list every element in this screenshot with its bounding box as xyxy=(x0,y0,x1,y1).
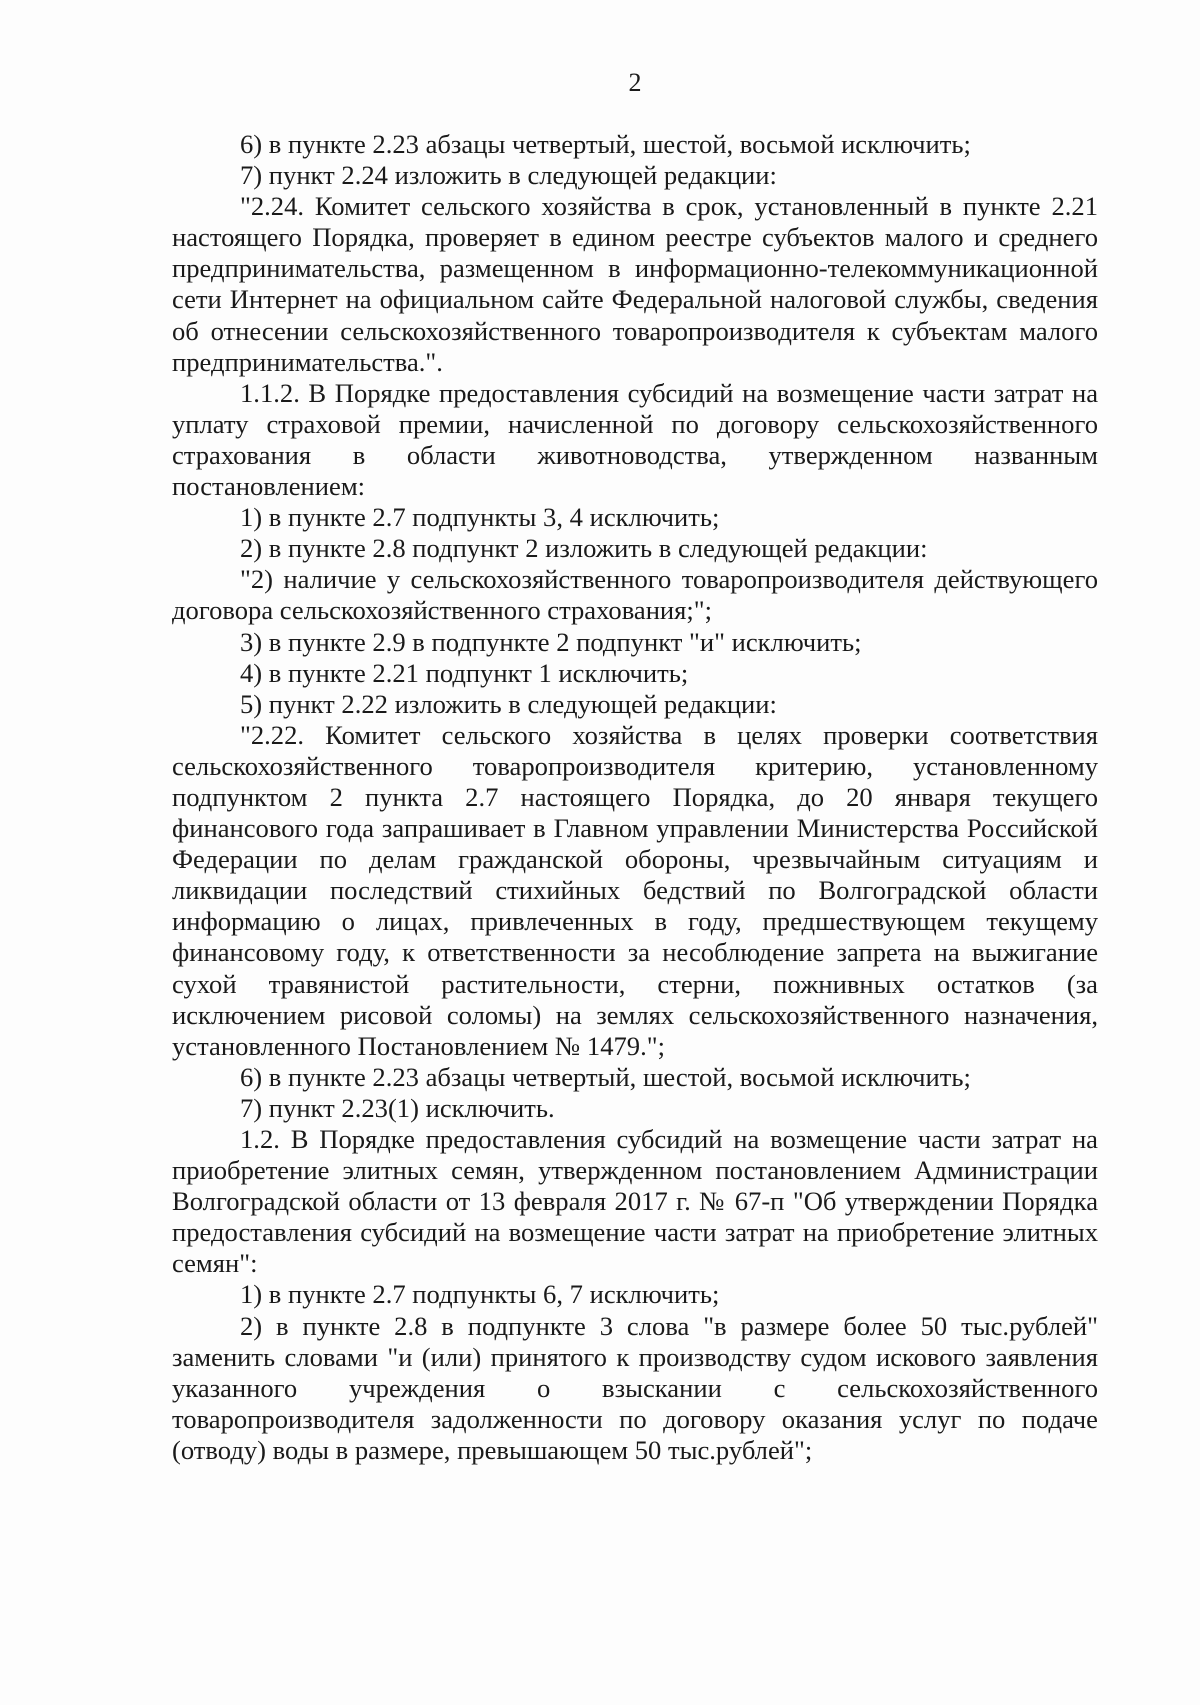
paragraph: 4) в пункте 2.21 подпункт 1 исключить; xyxy=(240,657,689,688)
paragraph: 1.2. В Порядке предоставления субсидий на возмещение части затрат на приобретение элитных семян, утвержденном постановлением Администрации Волгоградской области от 13 февраля 2017 г. № 67-п "Об утверждении Порядка предоставления субсидий на возмещение части затрат на приобретение элитных семян": xyxy=(172,1124,1098,1279)
paragraph: 3) в пункте 2.9 в подпункте 2 подпункт "и" исключить; xyxy=(240,626,862,657)
paragraph: "2) наличие у сельскохозяйственного товаропроизводителя действующего договора сельскохозяйственного страхования;"; xyxy=(172,564,1098,626)
page-number: 2 xyxy=(628,68,642,97)
paragraph: "2.24. Комитет сельского хозяйства в срок, установленный в пункте 2.21 настоящего Порядка, проверяет в едином реестре субъектов малого и среднего предпринимательства, размещенном в информационно-телекоммуникационной сети Интернет на официальном сайте Федеральной налоговой службы, сведения об отнесении сельскохозяйственного товаропроизводителя к субъектам малого предпринимательства.". xyxy=(172,191,1098,377)
paragraph: 2) в пункте 2.8 подпункт 2 изложить в следующей редакции: xyxy=(240,533,928,564)
paragraph: 1) в пункте 2.7 подпункты 6, 7 исключить; xyxy=(240,1279,720,1310)
paragraph: "2.22. Комитет сельского хозяйства в целях проверки соответствия сельскохозяйственного товаропроизводителя критерию, установленному подпунктом 2 пункта 2.7 настоящего Порядка, до 20 января текущего финансового года запрашивает в Главном управлении Министерства Российской Федерации по делам гражданской обороны, чрезвычайным ситуациям и ликвидации последствий стихийных бедствий по Волгоградской области информацию о лицах, привлеченных в году, предшествующем текущему финансовому году, к ответственности за несоблюдение запрета на выжигание сухой травянистой растительности, стерни, пожнивных остатков (за исключением рисовой соломы) на землях сельскохозяйственного назначения, установленного Постановлением № 1479."; xyxy=(172,719,1098,1061)
paragraph: 6) в пункте 2.23 абзацы четвертый, шестой, восьмой исключить; xyxy=(240,1061,971,1092)
document-body xyxy=(172,129,1098,1466)
paragraph: 1.1.2. В Порядке предоставления субсидий на возмещение части затрат на уплату страховой премии, начисленной по договору сельскохозяйственного страхования в области животноводства, утвержденном названным постановлением: xyxy=(172,377,1098,502)
paragraph: 6) в пункте 2.23 абзацы четвертый, шестой, восьмой исключить; xyxy=(240,129,971,159)
paragraph: 5) пункт 2.22 изложить в следующей редакции: xyxy=(240,688,777,719)
paragraph: 2) в пункте 2.8 в подпункте 3 слова "в размере более 50 тыс.рублей" заменить словами "и (или) принятого к производству судом искового заявления указанного учреждения о взыскании с сельскохозяйственного товаропроизводителя задолженности по договору оказания услуг по подаче (отводу) воды в размере, превышающем 50 тыс.рублей"; xyxy=(172,1310,1098,1465)
paragraph: 7) пункт 2.24 изложить в следующей редакции: xyxy=(240,160,777,191)
paragraph: 1) в пункте 2.7 подпункты 3, 4 исключить; xyxy=(240,502,720,533)
paragraph: 7) пункт 2.23(1) исключить. xyxy=(240,1092,555,1123)
